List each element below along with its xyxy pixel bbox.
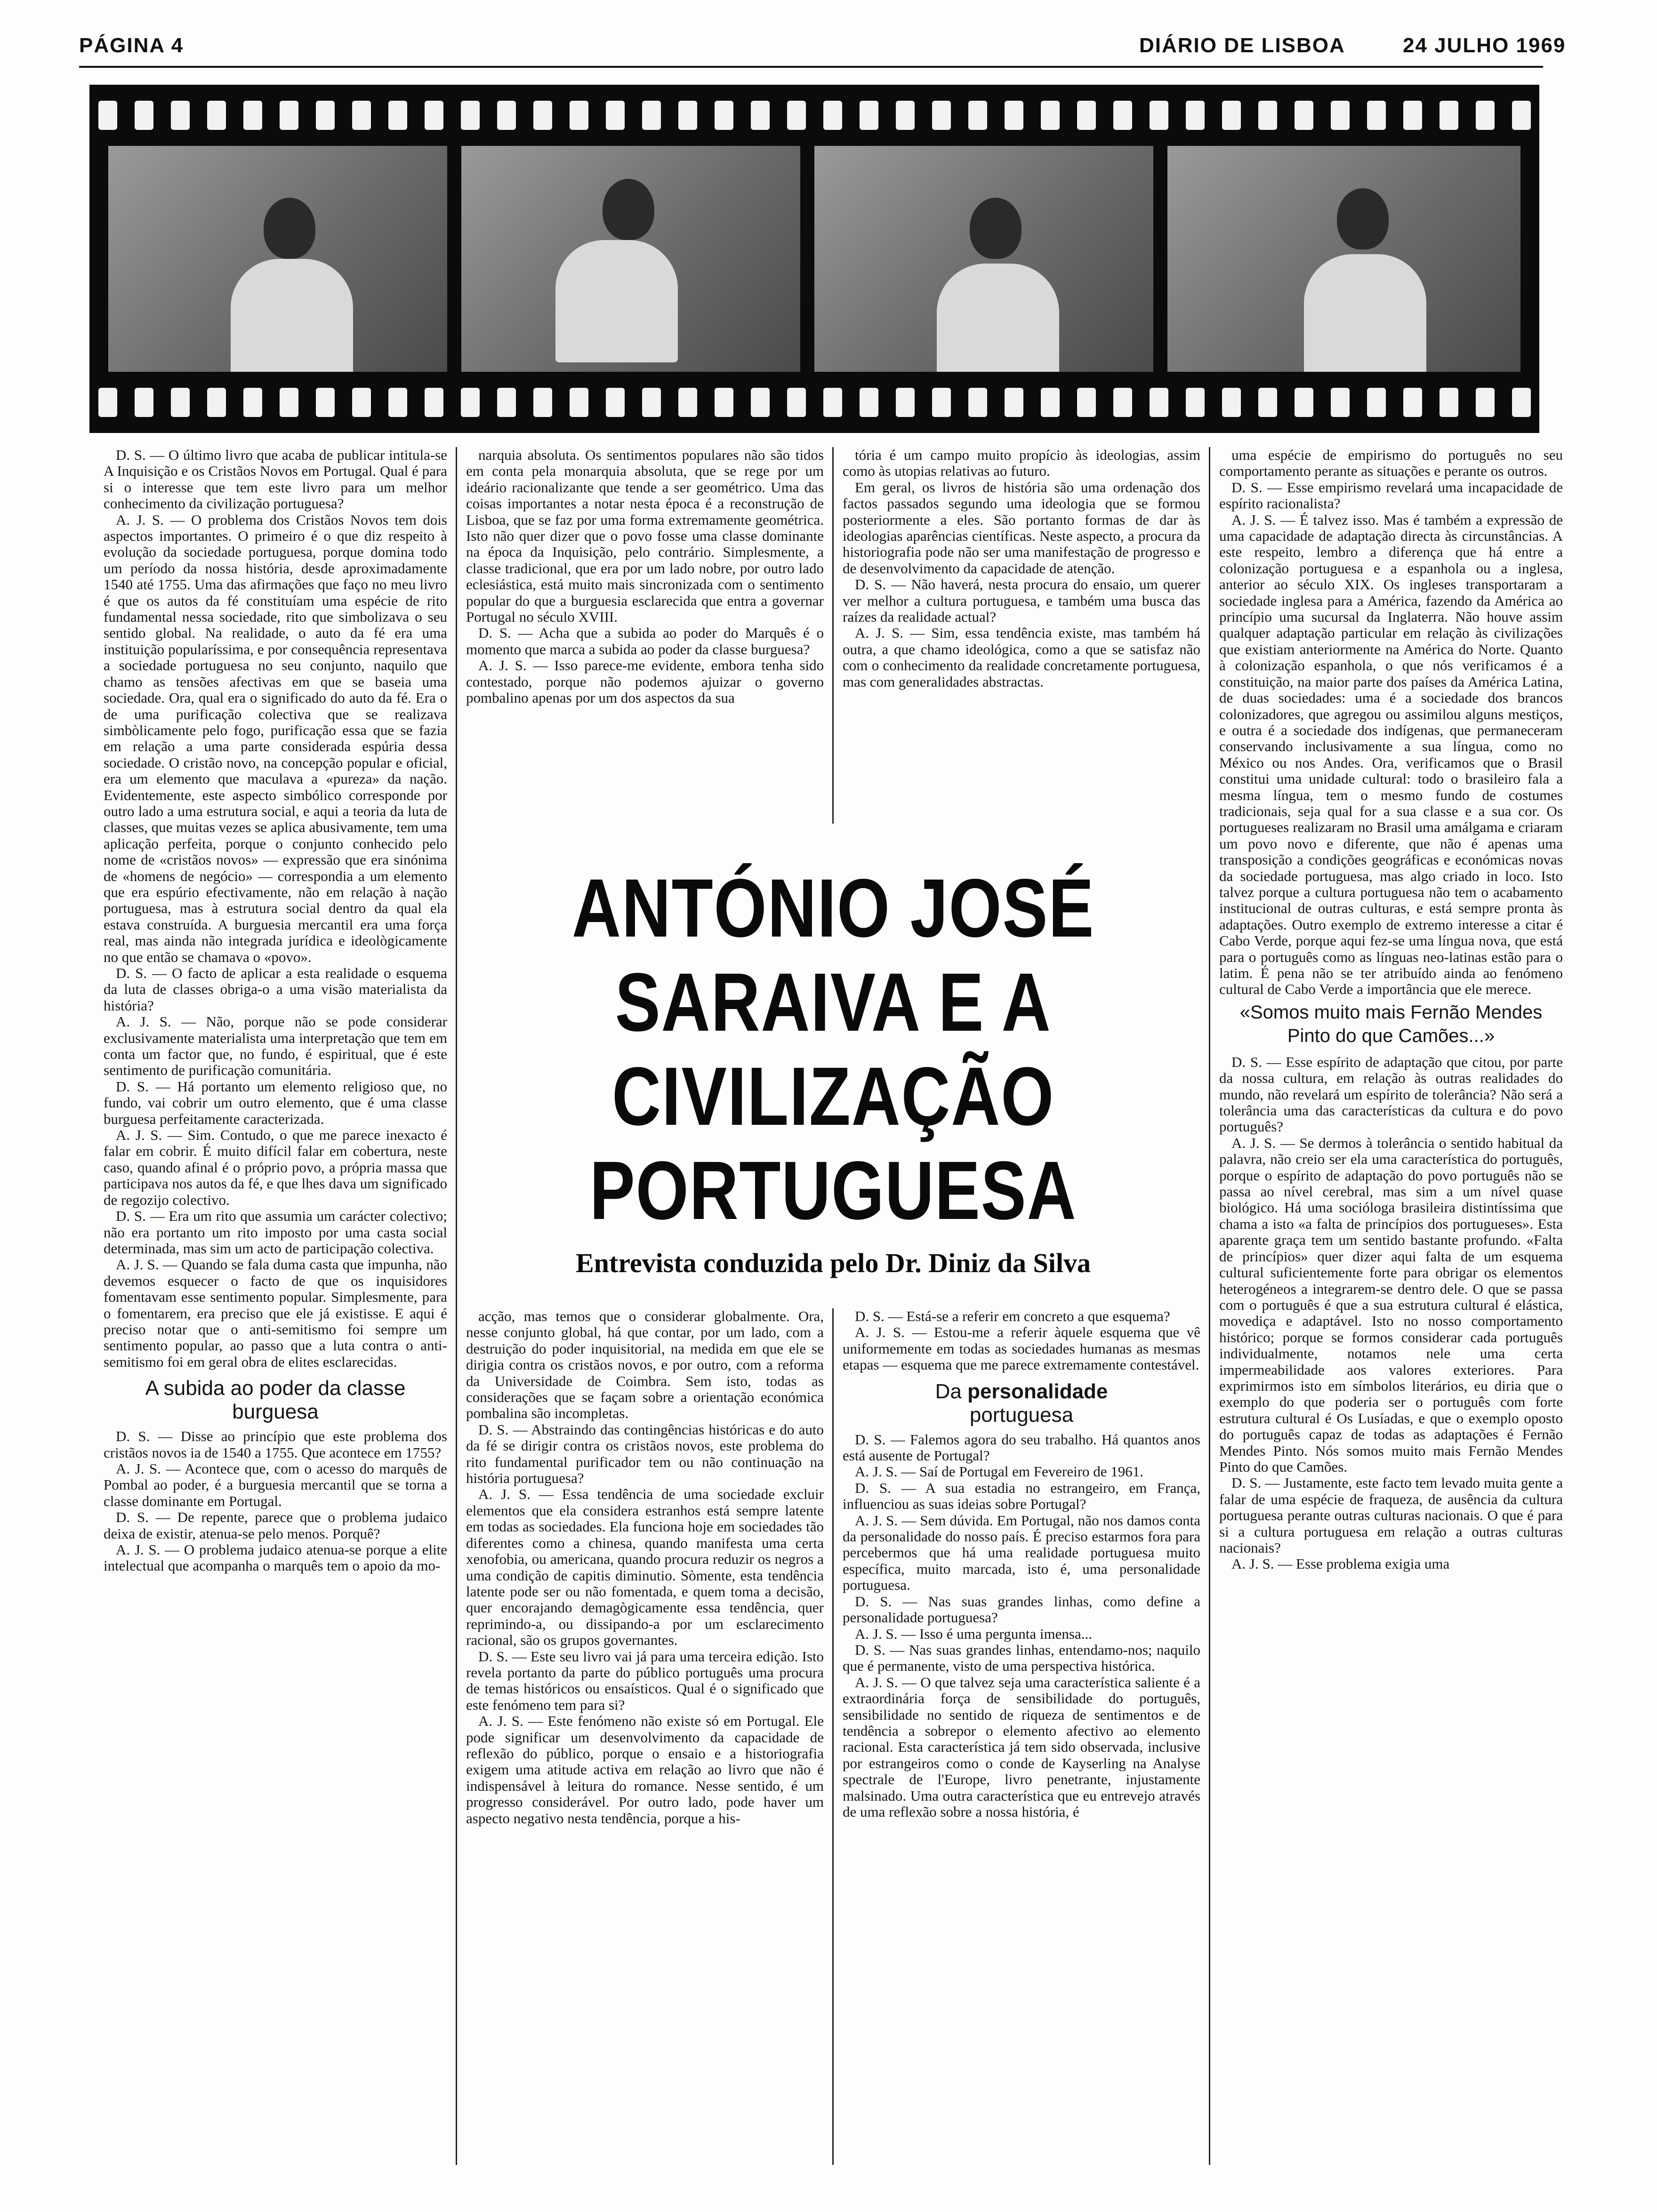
col3-paragraph: D. S. — Está-se a referir em concreto a que esquema?	[855, 1308, 1170, 1324]
col2-paragraph: A. J. S. — Isso parece-me evidente, embora tenha sido contestado, porque não podemos ajuizar o governo pombalino apenas por um dos aspectos da sua	[466, 657, 824, 706]
col4-paragraph: D. S. — Esse empirismo revelará uma incapacidade de espírito racionalista?	[1219, 479, 1563, 512]
col3-paragraph: tória é um campo muito propício às ideologias, assim como às utopias relativas ao futuro.	[843, 447, 1200, 480]
col1-paragraph: A. J. S. — Quando se fala duma casta que impunha, não devemos esquecer o facto de que os inquisidores fomentavam esse sentimento popular. Simplesmente, para o fomentarem, era preciso que ele já existisse. E aqui é preciso notar que o anti-semitismo foi sempre um sentimento popular, ao passo que a luta contra o anti-semitismo foi em geral obra de elites esclarecidas.	[104, 1256, 447, 1370]
page-number: PÁGINA 4	[79, 34, 184, 57]
col3-paragraph: A. J. S. — Isso é uma pergunta imensa...	[855, 1625, 1092, 1642]
col3-paragraph: A. J. S. — O que talvez seja uma característica saliente é a extraordinária força de sensibilidade do português, sensibilidade no sentido de riqueza de sentimentos e de tendência a sobrepor o elemento afectivo ao elemento racional. Esta característica já tem sido observada, inclusive por estrangeiros como o conde de Kayserling na Analyse spectrale de l'Europe, livro penetrante, injustamente malsinado. Uma outra característica que eu entrevejo através de uma reflexão sobre a nossa história, é	[843, 1674, 1200, 1820]
col2-paragraph: acção, mas temos que o considerar globalmente. Ora, nesse conjunto global, há que contar, por um lado, com a destruição do poder inquisitorial, na medida em que ele se dirigia contra os cristãos novos, e por outro, com a reforma da Universidade de Coimbra. Sem isto, todas as considerações que se façam sobre a orientação económica pombalina são incompletas.	[466, 1308, 824, 1422]
photo-frame-4	[1167, 146, 1520, 372]
film-perforations-bottom	[89, 386, 1539, 419]
subheading-part: portuguesa	[969, 1403, 1074, 1427]
header-rule	[79, 66, 1543, 68]
photo-frame-2	[461, 146, 800, 372]
article-column-3-top	[843, 447, 1200, 824]
article-column-4	[1219, 447, 1563, 2165]
col4-paragraph: D. S. — Esse espírito de adaptação que citou, por parte da nossa cultura, em relação às outras realidades do mundo, não revelará um espírito de tolerância? Não será a tolerância uma das características da cultura e do povo português?	[1219, 1053, 1563, 1135]
col1-paragraph: A. J. S. — Não, porque não se pode considerar exclusivamente materialista uma interpretação que tem em conta um factor que, no fundo, é espiritual, que é este sentimento de purificação comunitária.	[104, 1013, 447, 1079]
col1-paragraph: A. J. S. — Acontece que, com o acesso do marquês de Pombal ao poder, é a burguesia mercantil que se torna a classe dominante em Portugal.	[104, 1460, 447, 1509]
col3-paragraph: A. J. S. — Saí de Portugal em Fevereiro de 1961.	[855, 1463, 1144, 1480]
col1-paragraph: D. S. — O último livro que acaba de publicar intitula-se A Inquisição e os Cristãos Novos em Portugal. Qual é para si o interesse que tem este livro para um melhor conhecimento da civilização portuguesa?	[104, 447, 447, 512]
article-column-1	[104, 447, 447, 2165]
subheading-personalidade-portuguesa	[843, 1380, 1200, 1427]
col3-paragraph: D. S. — Falemos agora do seu trabalho. Há quantos anos está ausente de Portugal?	[843, 1431, 1200, 1464]
col2-paragraph: A. J. S. — Este fenómeno não existe só em Portugal. Ele pode significar um desenvolvimento da capacidade de reflexão do público, porque o ensaio e a historiografia exigem uma atitude activa em relação ao livro que não é indispensável à leitura do romance. Nesse sentido, é um progresso considerável. Por outro lado, pode haver um aspecto negativo nesta tendência, porque a his-	[466, 1713, 824, 1827]
col3-paragraph: Em geral, os livros de história são uma ordenação dos factos passados segundo uma ideologia que se formou posteriormente a eles. São portanto formas de dar às ideologias aparências científicas. Neste aspecto, a procura da historiografia pode não ser uma manifestação de progresso e de desenvolvimento da capacidade de atenção.	[843, 479, 1200, 577]
col3-paragraph: A. J. S. — Estou-me a referir àquele esquema que vê uniformemente em todas as sociedades humanas as mesmas etapas — esquema que me parece extremamente contestável.	[843, 1324, 1200, 1373]
film-perforations-top	[89, 99, 1539, 132]
col1-paragraph: D. S. — De repente, parece que o problema judaico deixa de existir, atenua-se pelo menos. Porquê?	[104, 1509, 447, 1542]
col4-paragraph: uma espécie de empirismo do português no seu comportamento perante as situações e perante os outros.	[1219, 447, 1563, 480]
subheading-subida-ao-poder: A subida ao poder da classe burguesa	[145, 1377, 406, 1424]
column-rule	[832, 447, 834, 824]
photo-film-strip	[89, 85, 1539, 433]
subheading-part-bold: personalidade	[967, 1379, 1108, 1403]
article-byline: Entrevista conduzida pelo Dr. Diniz da Silva	[575, 1248, 1091, 1278]
article-column-2-top	[466, 447, 824, 824]
col1-paragraph: A. J. S. — O problema dos Cristãos Novos tem dois aspectos importantes. O primeiro é o que diz respeito à evolução da sociedade portuguesa, porque domina todo um período da nossa história, desde aproximadamente 1540 até 1755. Uma das afirmações que faço no meu livro é que os autos da fé constituíam uma espécie de rito fundamental nessa sociedade, rito que simbolizava o seu sentido global. Na realidade, o auto da fé era uma instituição popularíssima, e por consequência representava a sociedade portuguesa no seu conjunto, naquilo que chamo as tensões afectivas em que se baseia uma sociedade. Ora, qual era o significado do auto da fé. Era o de uma purificação colectiva que se realizava simbòlicamente pelo fogo, purificação essa que se fazia em relação a uma parte considerada espúria dessa sociedade. O cristão novo, na concepção popular e oficial, era um elemento que maculava a «pureza» da nação. Evidentemente, este aspecto simbólico corresponde por outro lado a uma estrutura social, e aqui a teoria da luta de classes, que muitas vezes se aplica abusivamente, tem uma aplicação perfeita, porque o conjunto conhecido pelo nome de «cristãos novos» — expressão que era sinónima de «homens de negócio» — correspondia a um elemento que era espúrio efectivamente, não em relação à nação portuguesa, mas à estrutura social dentro da qual ela estava construída. A burguesia mercantil era uma força real, mas ainda não integrada jurídica e ideològicamente no que então se chamava o «povo».	[104, 511, 447, 965]
issue-date: 24 JULHO 1969	[1403, 34, 1566, 57]
col2-paragraph: D. S. — Acha que a subida ao poder do Marquês é o momento que marca a subida ao poder da classe burguesa?	[466, 625, 824, 657]
col4-paragraph: D. S. — Justamente, este facto tem levado muita gente a falar de uma espécie de fraqueza, de ausência da cultura portuguesa perante outras culturas nacionais. O que é para si a cultura portuguesa em relação a outras culturas nacionais?	[1219, 1475, 1563, 1556]
col4-paragraph: A. J. S. — Se dermos à tolerância o sentido habitual da palavra, não creio ser ela uma característica do português, porque o espírito de adaptação do povo português não se passa ao nível cerebral, mas sim a um nível quase biológico. Há uma socióloga brasileira distintíssima que chama a isto «a falta de princípios dos portugueses». Esta aparente graça tem um sentido bastante profundo. «Falta de princípios» quer dizer aqui falta de um esquema cultural suficientemente forte para obrigar os elementos heterogéneos a integrarem-se dentro dele. O que se passa com o português é que a sua estrutura cultural é elástica, movediça e adaptável. Isto no nosso comportamento histórico; porque se formos considerar cada português individualmente, notamos nele uma certa impermeabilidade aos valores exteriores. Para exprimirmos isto em símbolos literários, eu diria que o exemplo do que poderia ser o português com forte estrutura cultural é Os Lusíadas, e que o exemplo oposto do português capaz de todas as adaptações é Fernão Mendes Pinto. Nós somos muito mais Fernão Mendes Pinto do que Camões.	[1219, 1134, 1563, 1475]
photo-frame-1	[108, 146, 447, 372]
col1-paragraph: D. S. — Há portanto um elemento religioso que, no fundo, vai cobrir um outro elemento, que é uma classe burguesa perfeitamente caracterizada.	[104, 1078, 447, 1127]
col1-paragraph: D. S. — Era um rito que assumia um carácter colectivo; não era portanto um rito imposto por uma casta social determinada, mas sim um acto de participação colectiva.	[104, 1208, 447, 1257]
col3-paragraph: A. J. S. — Sem dúvida. Em Portugal, não nos damos conta da personalidade do nosso país. É preciso estarmos fora para percebermos que há uma realidade portuguesa muito específica, muito marcada, isto é, uma personalidade portuguesa.	[843, 1512, 1200, 1594]
col1-paragraph: A. J. S. — Sim. Contudo, o que me parece inexacto é falar em cobrir. É muito difícil falar em cobertura, neste caso, quando afinal é o próprio povo, a própria massa que participava nos autos da fé, e que lhes dava um significado de regozijo colectivo.	[104, 1127, 447, 1208]
col3-paragraph: D. S. — Nas suas grandes linhas, como define a personalidade portuguesa?	[843, 1593, 1200, 1626]
col2-paragraph: A. J. S. — Essa tendência de uma sociedade excluir elementos que ela considera estranhos está sempre latente em todas as sociedades. Ela funciona hoje em sociedades tão diferentes como a chinesa, quando manifesta uma certa xenofobia, ou americana, quando procura reduzir os negros a uma condição de capitis diminutio. Sòmente, esta tendência latente pode ser ou não fomentada, e quem toma a decisão, quer encorajando demagògicamente essa tendência, quer reprimindo-a, ou dissipando-a por um esclarecimento racional, são os grupos governantes.	[466, 1486, 824, 1649]
column-rule	[456, 447, 457, 2165]
subheading-part: Da	[935, 1379, 962, 1403]
newspaper-name: DIÁRIO DE LISBOA	[1139, 34, 1345, 57]
col1-paragraph: D. S. — O facto de aplicar a esta realidade o esquema da luta de classes obriga-o a uma visão materialista da história?	[104, 965, 447, 1014]
article-headline: ANTÓNIO JOSÉ SARAIVA E A CIVILIZAÇÃO PORTUGUESA	[571, 862, 1095, 1237]
col1-paragraph: A. J. S. — O problema judaico atenua-se porque a elite intelectual que acompanha o marquês tem o apoio da mo-	[104, 1541, 447, 1574]
col1-paragraph: D. S. — Disse ao princípio que este problema dos cristãos novos ia de 1540 a 1755. Que acontece em 1755?	[104, 1428, 447, 1461]
col2-paragraph: narquia absoluta. Os sentimentos populares não são tidos em conta pela monarquia absoluta, que se rege por um ideário racionalizante que tende a ser geométrico. Uma das coisas importantes a notar nesta época é a reconstrução de Lisboa, que se faz por uma forma extremamente geométrica. Isto não quer dizer que o povo fosse uma classe dominante na época da Inquisição, pelo contrário. Simplesmente, a classe tradicional, que era por um lado nobre, por outro lado eclesiástica, está muito mais sincronizada com o sentimento popular do que a burguesia esclarecida que entra a governar Portugal no século XVIII.	[466, 447, 824, 625]
article-column-3-bottom	[843, 1308, 1200, 2165]
article-column-2-bottom	[466, 1308, 824, 2165]
col2-paragraph: D. S. — Este seu livro vai já para uma terceira edição. Isto revela portanto da parte do público português uma procura de temas históricos ou ensaísticos. Qual é o significado que este fenómeno tem para si?	[466, 1648, 824, 1713]
column-rule	[832, 1308, 834, 2165]
col4-paragraph: A. J. S. — É talvez isso. Mas é também a expressão de uma capacidade de adaptação directa às circunstâncias. A este respeito, lembro a diferença que há entre a colonização portuguesa e a espanhola ou a inglesa, anterior ao século XIX. Os ingleses transportaram a sociedade inglesa para a América, fazendo da América ao princípio uma sucursal da Inglaterra. Não houve assim qualquer adaptação particular em relação às civilizações que existiam anteriormente na América do Norte. Quanto à colonização espanhola, o que nós verificamos é a constituição, na maior parte dos países da América Latina, de duas sociedades: uma é a sociedade dos brancos colonizadores, que agregou ou assimilou alguns mestiços, e outra é a sociedade dos indígenas, que permaneceram conservando inclusivamente a sua língua, como no México ou nos Andes. Ora, verificamos que o Brasil constitui uma unidade cultural: todo o brasileiro fala a mesma língua, tem o mesmo fundo de costumes tradicionais, seja qual for a sua classe e a sua cor. Os portugueses realizaram no Brasil uma amálgama e criaram um povo novo e diferente, que não é apenas uma transposição a condições geográficas e económicas novas da sociedade portuguesa, mas algo criado in loco. Isto talvez porque a cultura portuguesa não tem o acabamento institucional de outras culturas, e está sempre pronta às adaptações. Outro exemplo de extremo interesse a citar é Cabo Verde, porque aqui fez-se uma língua nova, que está para o português como as línguas neo-latinas estão para o latim. É pena não se ter atribuído ainda ao fenómeno cultural de Cabo Verde a importância que ele merece.	[1219, 511, 1563, 998]
column-rule	[1209, 447, 1210, 2165]
col3-paragraph: D. S. — A sua estadia no estrangeiro, em França, influenciou as suas ideias sobre Portugal?	[843, 1479, 1200, 1513]
col3-paragraph: D. S. — Nas suas grandes linhas, entendamo-nos; naquilo que é permanente, visto de uma perspectiva histórica.	[843, 1641, 1200, 1675]
col2-paragraph: D. S. — Abstraindo das contingências históricas e do auto da fé se dirigir contra os cristãos novos, este problema do rito fundamental purificador tem ou não continuação na história portuguesa?	[466, 1421, 824, 1487]
col4-paragraph: A. J. S. — Esse problema exigia uma	[1231, 1555, 1450, 1572]
photo-frame-3	[814, 146, 1153, 372]
col3-paragraph: D. S. — Não haverá, nesta procura do ensaio, um querer ver melhor a cultura portuguesa, e também uma busca das raízes da realidade actual?	[843, 576, 1200, 625]
col3-paragraph: A. J. S. — Sim, essa tendência existe, mas também há outra, a que chamo ideológica, como a que se satisfaz não com o conhecimento da realidade concretamente portuguesa, mas com generalidades abstractas.	[843, 625, 1200, 690]
pull-quote: «Somos muito mais Fernão Mendes Pinto do que Camões...»	[1239, 1002, 1543, 1046]
